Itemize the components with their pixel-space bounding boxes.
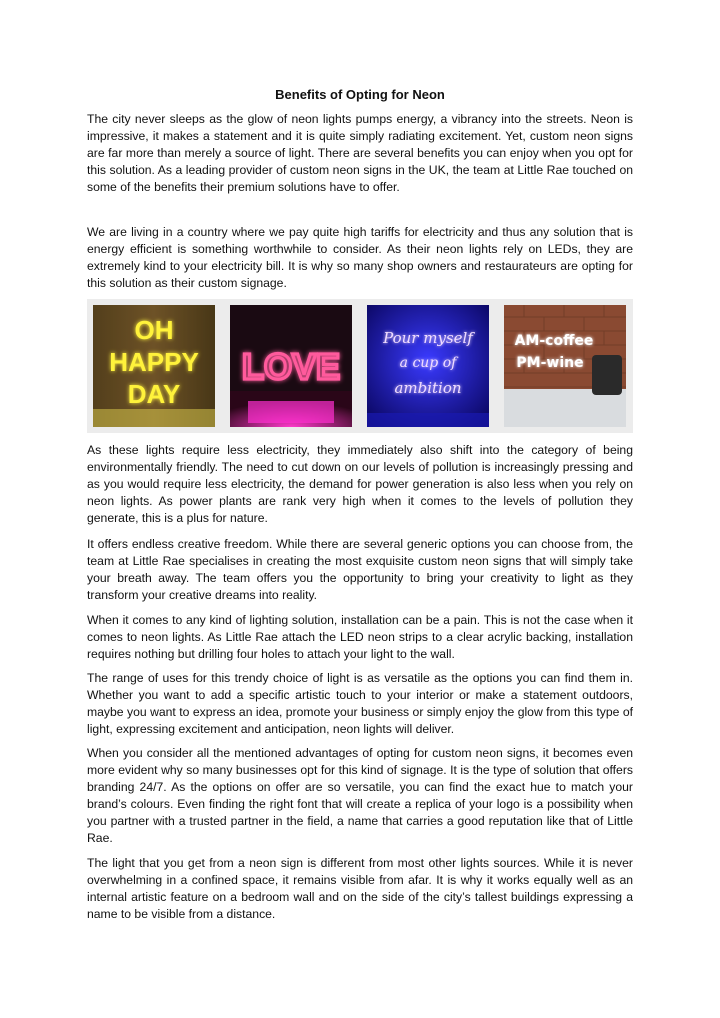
neon-text: OH <box>134 315 174 345</box>
paragraph-text: The range of uses for this trendy choice of light is as versatile as the options you can find them in. Whether you want to add a specific artistic touch to your interior or make a statement outdoors, maybe you want to express an idea, promote your business or simply enjoy the glow from this type of light, expressing excitement and anticipation, neon lights will deliver. <box>87 671 633 737</box>
paragraph-text: The city never sleeps as the glow of neon lights pumps energy, a vibrancy into the streets. Neon is impressive, it makes a statement and it is quite simply radiating excitement. Yet, custom neon signs are far more than merely a source of light. There are several benefits you can enjoy when you opt for this solution. As a leading provider of custom neon signs in the UK, the team at Little Rae touched on some of the benefits their premium solutions have to offer. <box>87 112 633 195</box>
neon-text: PM-wine <box>516 355 584 371</box>
paragraph-text: We are living in a country where we pay quite high tariffs for electricity and thus any solution that is energy efficient is something worthwhile to consider. As their neon lights rely on LEDs, they are extremely kind to your electricity bill. It is why so many shop owners and restaurateurs are opting for this solution as their custom signage. <box>87 225 633 291</box>
paragraph-text: When it comes to any kind of lighting solution, installation can be a pain. This is not the case when it comes to neon lights. As Little Rae attach the LED neon strips to a clear acrylic backing, installation requires nothing but drilling four holes to attach your light to the wall. <box>87 613 633 662</box>
neon-text: LOVE <box>241 346 341 387</box>
paragraph-intro <box>87 111 633 196</box>
page-title: Benefits of Opting for Neon <box>275 87 445 102</box>
neon-text: DAY <box>127 379 181 409</box>
paragraph-visibility <box>87 855 633 923</box>
paragraph-text: It offers endless creative freedom. While there are several generic options you can choose from, the team at Little Rae specialises in creating the most exquisite custom neon signs that will simply take your breath away. The team offers you the opportunity to bring your creativity to light as they transform your creative dreams into reality. <box>87 537 633 603</box>
neon-photo-oh-happy-day <box>93 305 215 427</box>
paragraph-text: When you consider all the mentioned advantages of opting for custom neon signs, it becomes even more evident why so many businesses opt for this kind of signage. It is the type of solution that offers branding 24/7. As the options on offer are so versatile, you can find the exact hue to match your brand’s colours. Even finding the right font that will create a replica of your logo is a possibility when you partner with a trusted partner in the field, a name that carries a good reputation like that of Little Rae. <box>87 746 633 846</box>
neon-photo-ambition <box>367 305 489 427</box>
neon-photo-collage <box>87 299 633 433</box>
neon-photo-am-coffee-pm-wine <box>504 305 626 427</box>
paragraph-environment <box>87 442 633 527</box>
neon-text: Pour myself <box>383 329 473 347</box>
paragraph-energy <box>87 224 633 292</box>
neon-text: a cup of <box>399 355 457 371</box>
neon-text: ambition <box>394 379 462 397</box>
paragraph-text: The light that you get from a neon sign is different from most other lights sources. While it is never overwhelming in a confined space, it remains visible from afar. It is why it works equally well as an internal artistic feature on a bedroom wall and on the side of the city’s tallest buildings expressing a name to be visible from a distance. <box>87 856 633 922</box>
paragraph-creativity <box>87 536 633 604</box>
neon-text: HAPPY <box>109 347 199 377</box>
neon-text: AM-coffee <box>514 333 594 349</box>
neon-photo-love <box>230 305 352 427</box>
paragraph-branding <box>87 745 633 848</box>
paragraph-installation <box>87 612 633 663</box>
paragraph-uses <box>87 670 633 738</box>
paragraph-text: As these lights require less electricity, they immediately also shift into the category of being environmentally friendly. The need to cut down on our levels of pollution is increasingly pressing and as you would require less electricity, the demand for power generation is also less when you rely on neon lights. As power plants are rank very high when it comes to the levels of pollution they generate, this is a plus for nature. <box>87 443 633 526</box>
